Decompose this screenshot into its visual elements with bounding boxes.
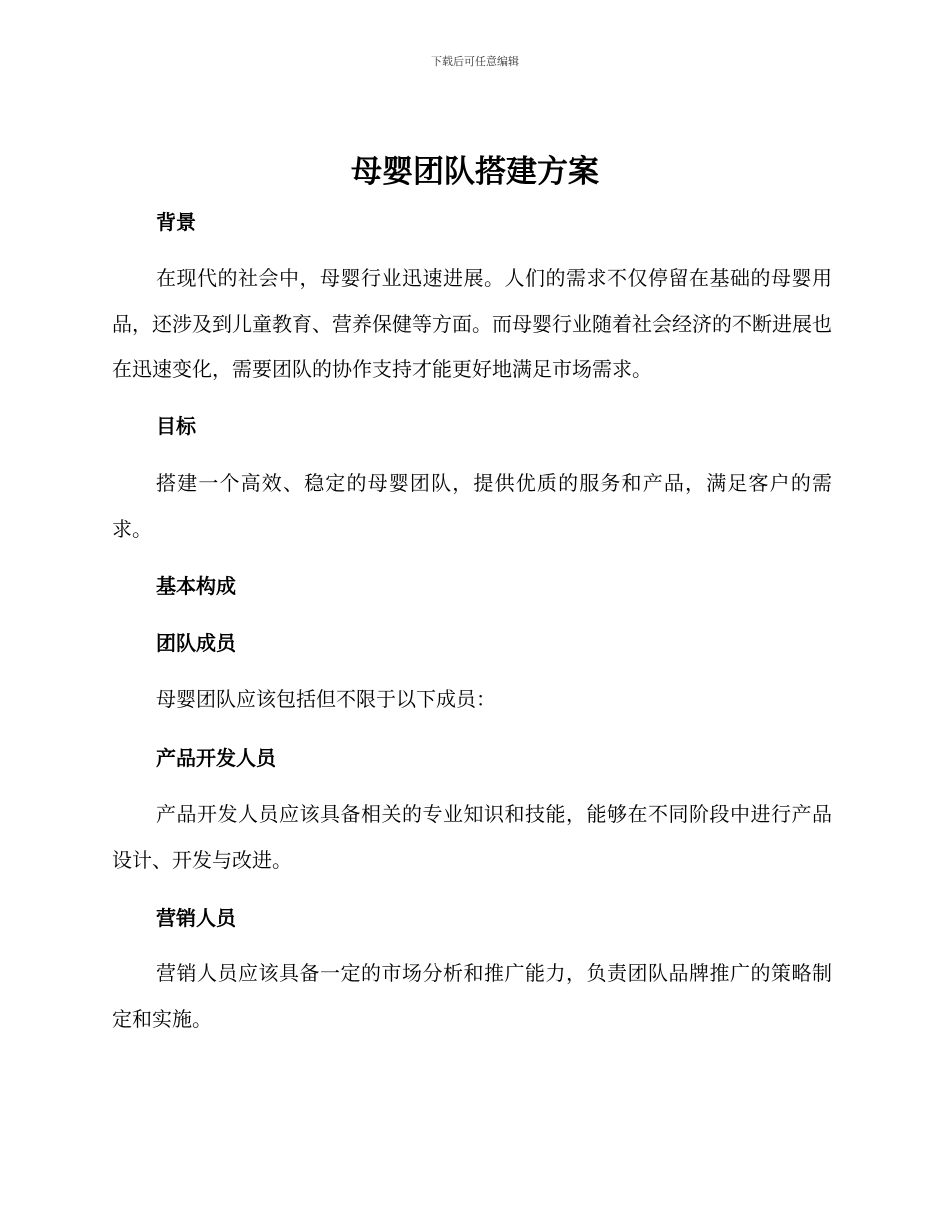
section-heading-product-dev: 产品开发人员 — [156, 746, 276, 770]
section-heading-goal: 目标 — [156, 414, 196, 438]
section-heading-composition: 基本构成 — [156, 574, 236, 598]
document-title: 母婴团队搭建方案 — [351, 154, 599, 190]
section-text-goal: 搭建一个高效、稳定的母婴团队，提供优质的服务和产品，满足客户的需求。 — [112, 471, 832, 541]
section-heading-background: 背景 — [156, 210, 196, 234]
page-header-note: 下载后可任意编辑 — [431, 55, 519, 68]
section-text-background: 在现代的社会中，母婴行业迅速进展。人们的需求不仅停留在基础的母婴用品，还涉及到儿童教育、营养保健等方面。而母婴行业随着社会经济的不断进展也在迅速变化，需要团队的协作支持才能更好地满足市场需求。 — [112, 266, 832, 381]
section-text-product-dev: 产品开发人员应该具备相关的专业知识和技能，能够在不同阶段中进行产品设计、开发与改进。 — [112, 802, 832, 872]
section-heading-members: 团队成员 — [156, 631, 236, 655]
section-text-members: 母婴团队应该包括但不限于以下成员： — [156, 687, 496, 711]
section-heading-marketing: 营销人员 — [156, 906, 236, 930]
section-text-marketing: 营销人员应该具备一定的市场分析和推广能力，负责团队品牌推广的策略制定和实施。 — [112, 961, 832, 1031]
